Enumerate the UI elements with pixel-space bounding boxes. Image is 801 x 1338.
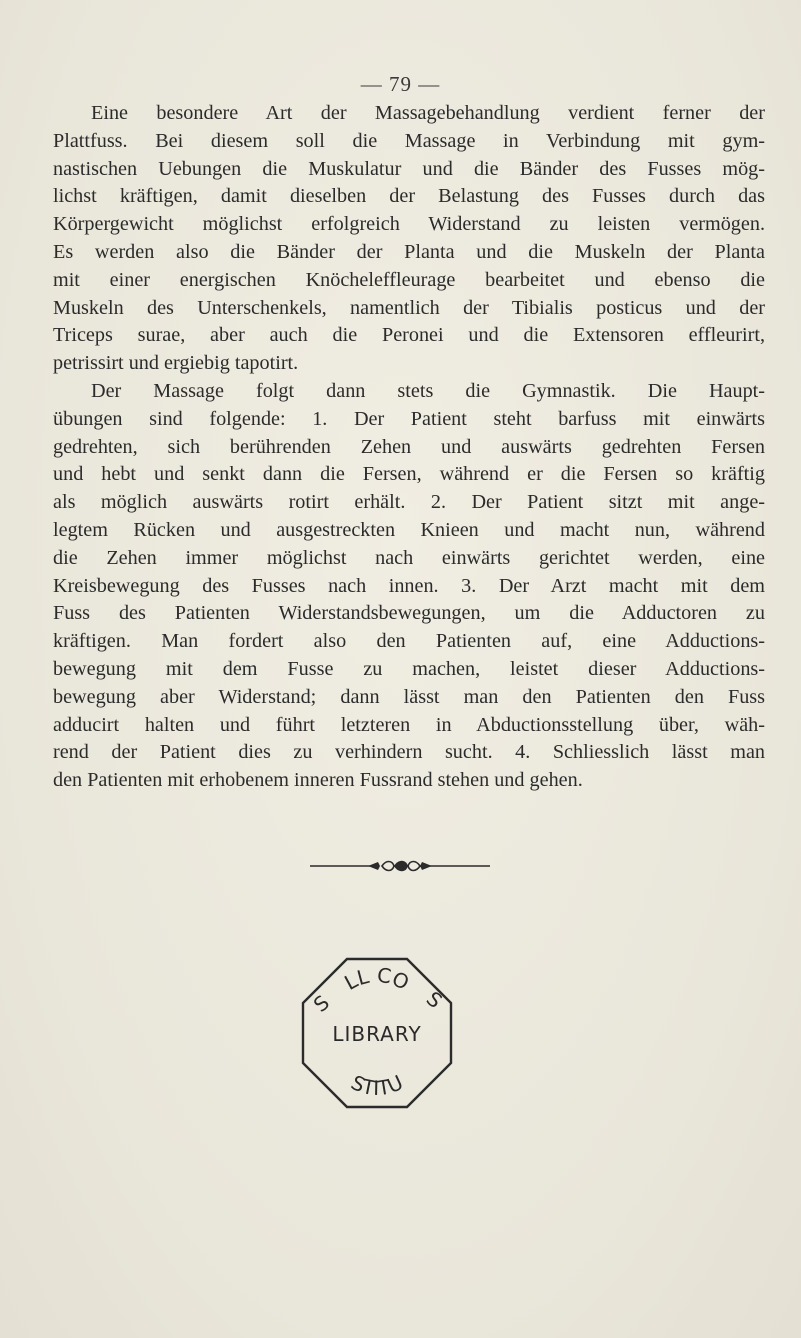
text-line: Triceps surae, aber auch die Peronei und die Extensoren effleurirt, bbox=[53, 324, 765, 347]
text-line: lichst kräftigen, damit dieselben der Belastung des Fusses durch das bbox=[53, 185, 765, 208]
text-line: kräftigen. Man fordert also den Patienten auf, eine Adductions- bbox=[53, 630, 765, 653]
page-number: — 79 — bbox=[360, 72, 441, 96]
stamp-top-text: LL CO bbox=[340, 962, 413, 995]
text-line: legtem Rücken und ausgestreckten Knieen und macht nun, während bbox=[53, 518, 765, 541]
text-line: übungen sind folgende: 1. Der Patient steht barfuss mit einwärts bbox=[53, 407, 765, 430]
text-line: adducirt halten und führt letzteren in Abductionsstellung über, wäh- bbox=[53, 713, 765, 736]
stamp-left-letter: S bbox=[308, 990, 334, 1017]
stamp-right-letter: S bbox=[421, 986, 447, 1013]
ornament-rule-icon bbox=[310, 858, 490, 874]
text-line: Fuss des Patienten Widerstandsbewegungen, um die Adductoren zu bbox=[53, 602, 765, 625]
text-line: den Patienten mit erhobenem inneren Fussrand stehen und gehen. bbox=[53, 769, 583, 792]
library-stamp bbox=[299, 955, 455, 1111]
stamp-center-text: LIBRARY bbox=[332, 1022, 422, 1046]
text-line: die Zehen immer möglichst nach einwärts gerichtet werden, eine bbox=[53, 546, 765, 569]
text-line: mit einer energischen Knöcheleffleurage bearbeitet und ebenso die bbox=[53, 268, 765, 291]
text-line: petrissirt und ergiebig tapotirt. bbox=[53, 352, 299, 375]
text-line: Der Massage folgt dann stets die Gymnastik. Die Haupt- bbox=[91, 379, 765, 402]
stamp-bottom-text: STITU bbox=[347, 1070, 407, 1101]
text-line: Eine besondere Art der Massagebehandlung verdient ferner der bbox=[91, 102, 765, 124]
text-line: Es werden also die Bänder der Planta und die Muskeln der Planta bbox=[53, 240, 765, 263]
text-line: als möglich auswärts rotirt erhält. 2. Der Patient sitzt mit ange- bbox=[53, 491, 765, 514]
text-line: und hebt und senkt dann die Fersen, während er die Fersen so kräftig bbox=[53, 463, 765, 486]
text-line: bewegung aber Widerstand; dann lässt man den Patienten den Fuss bbox=[53, 685, 765, 708]
body-text bbox=[53, 100, 765, 795]
text-line: Plattfuss. Bei diesem soll die Massage in Verbindung mit gym- bbox=[53, 129, 765, 152]
text-line: Körpergewicht möglichst erfolgreich Widerstand zu leisten vermögen. bbox=[53, 213, 765, 236]
text-line: Kreisbewegung des Fusses nach innen. 3. Der Arzt macht mit dem bbox=[53, 574, 765, 597]
text-line: bewegung mit dem Fusse zu machen, leistet dieser Adductions- bbox=[53, 657, 765, 680]
text-line: nastischen Uebungen die Muskulatur und die Bänder des Fusses mög- bbox=[53, 157, 765, 180]
text-line: gedrehten, sich berührenden Zehen und auswärts gedrehten Fersen bbox=[53, 435, 765, 458]
text-line: rend der Patient dies zu verhindern sucht. 4. Schliesslich lässt man bbox=[53, 741, 765, 764]
text-line: Muskeln des Unterschenkels, namentlich der Tibialis posticus und der bbox=[53, 296, 765, 319]
